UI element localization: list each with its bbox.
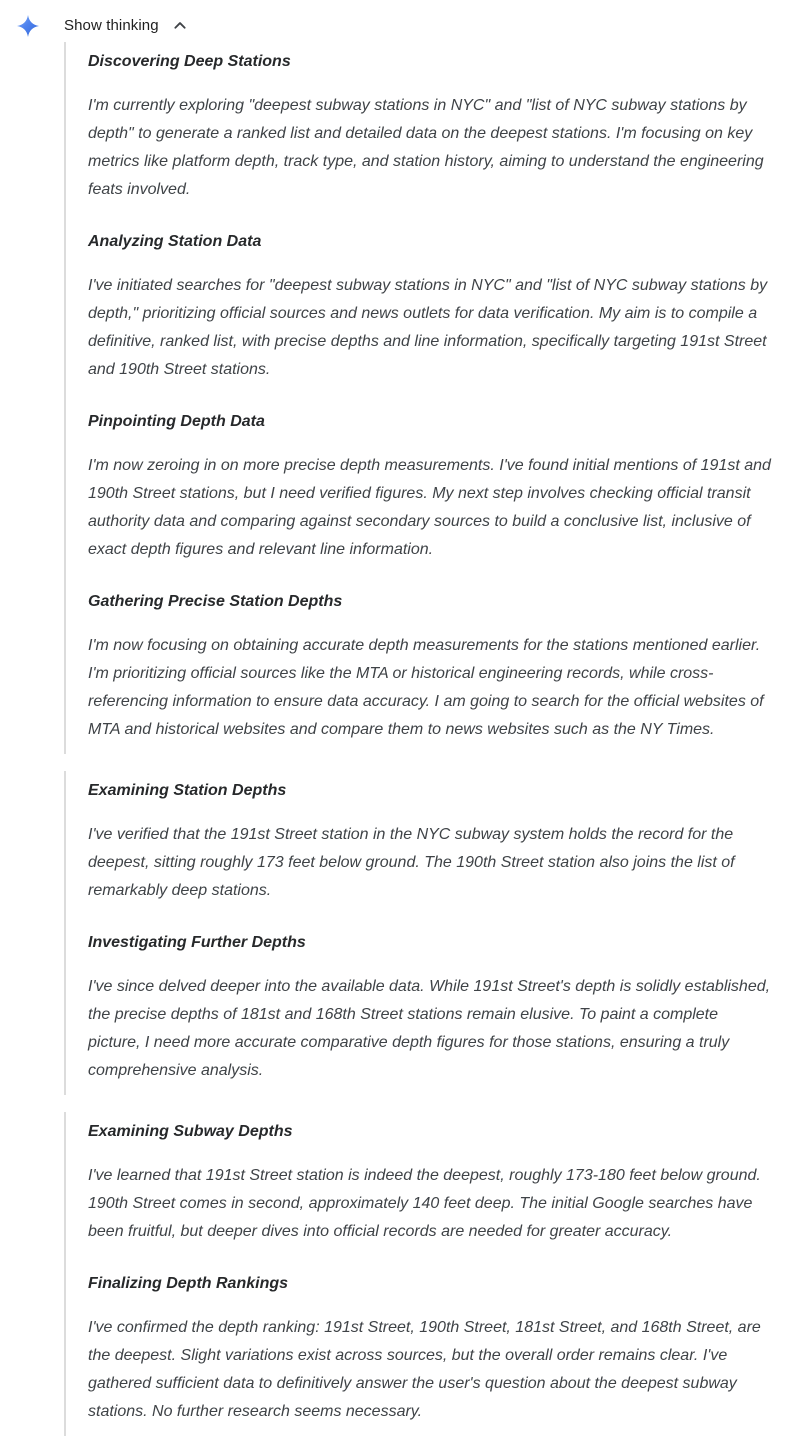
show-thinking-toggle[interactable] [64, 17, 187, 34]
thinking-section [88, 588, 772, 744]
thinking-section-body: I've since delved deeper into the available data. While 191st Street's depth is solidly established, the precise depths of 181st and 168th Street stations remain elusive. To paint a complete picture, I need more accurate comparative depth figures for those stations, ensuring a truly comprehensive analysis. [88, 978, 771, 1079]
thinking-section-heading: Gathering Precise Station Depths [88, 593, 343, 610]
thinking-section-body: I've verified that the 191st Street station in the NYC subway system holds the record for the deepest, sitting roughly 173 feet below ground. The 190th Street station also joins the list of remarkably deep stations. [88, 826, 735, 899]
thinking-trace [64, 40, 772, 1436]
thinking-section-body: I've confirmed the depth ranking: 191st Street, 190th Street, 181st Street, and 168th Street, are the deepest. Slight variations exist across sources, but the overall order remains clear. I've gathered sufficient data to definitively answer the user's question about the deepest subway stations. No further research seems necessary. [88, 1319, 761, 1420]
thinking-section-heading: Finalizing Depth Rankings [88, 1275, 289, 1292]
thinking-section [88, 929, 772, 1085]
thinking-section [88, 777, 772, 905]
thinking-header [0, 0, 790, 40]
thinking-section-heading: Pinpointing Depth Data [88, 413, 265, 430]
thinking-section-body: I'm now zeroing in on more precise depth measurements. I've found initial mentions of 191st and 190th Street stations, but I need verified figures. My next step involves checking official transit authority data and comparing against secondary sources to build a conclusive list, inclusive of exact depth figures and relevant line information. [88, 457, 771, 558]
thinking-section [88, 408, 772, 564]
thinking-section-body: I'm now focusing on obtaining accurate depth measurements for the stations mentioned earlier. I'm prioritizing official sources like the MTA or historical engineering records, while cross-referencing information to ensure data accuracy. I am going to search for the official websites of MTA and historical websites and compare them to news websites such as the NY Times. [88, 637, 764, 738]
thinking-section-heading: Analyzing Station Data [88, 233, 262, 250]
chevron-up-icon [173, 19, 187, 33]
thinking-section-body: I've initiated searches for "deepest subway stations in NYC" and "list of NYC subway stations by depth," prioritizing official sources and news outlets for data verification. My aim is to compile a definitive, ranked list, with precise depths and line information, specifically targeting 191st Street and 190th Street stations. [88, 277, 768, 378]
thinking-section-body: I'm currently exploring "deepest subway stations in NYC" and "list of NYC subway stations by depth" to generate a ranked list and detailed data on the deepest stations. I'm focusing on key metrics like platform depth, track type, and station history, aiming to understand the engineering feats involved. [88, 97, 764, 198]
thinking-section [88, 1270, 772, 1426]
thinking-section [88, 48, 772, 204]
thinking-chunk [64, 42, 772, 754]
thinking-section-heading: Examining Station Depths [88, 782, 287, 799]
thinking-section-heading: Examining Subway Depths [88, 1123, 293, 1140]
thinking-chunk [64, 771, 772, 1095]
thinking-section-body: I've learned that 191st Street station is indeed the deepest, roughly 173-180 feet below ground. 190th Street comes in second, approximately 140 feet deep. The initial Google searches have been fruitful, but deeper dives into official records are needed for greater accuracy. [88, 1167, 761, 1240]
show-thinking-label: Show thinking [64, 17, 159, 34]
thinking-section-heading: Discovering Deep Stations [88, 53, 291, 70]
thinking-section [88, 1118, 772, 1246]
thinking-section [88, 228, 772, 384]
thinking-section-heading: Investigating Further Depths [88, 934, 306, 951]
gemini-sparkle-icon [17, 15, 39, 37]
thinking-chunk [64, 1112, 772, 1436]
